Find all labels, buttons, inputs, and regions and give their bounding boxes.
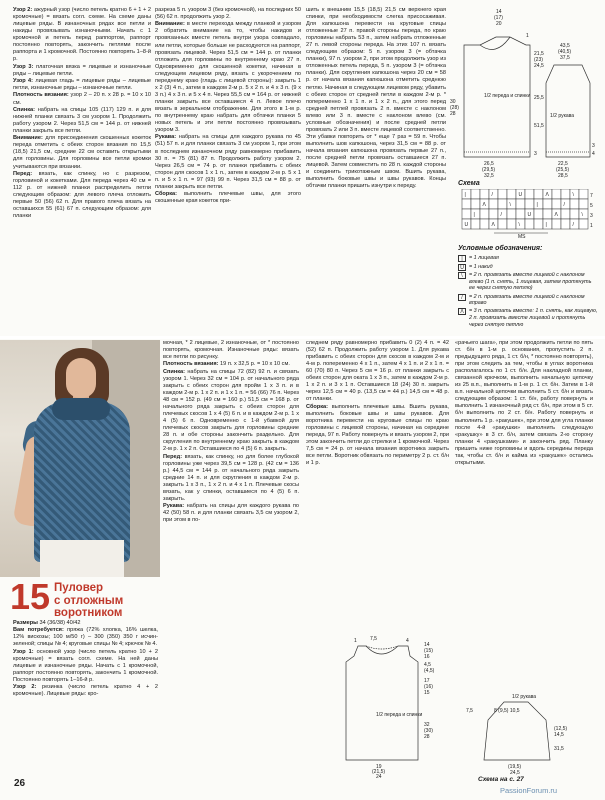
paragraph [13, 78, 151, 92]
pattern-diagram-bottom [306, 632, 601, 778]
site-watermark: PassionForum.ru [500, 786, 558, 795]
chart-cell [462, 209, 471, 219]
chart-cell [570, 219, 579, 229]
chart-cell [534, 209, 543, 219]
dim-4: 1 [526, 33, 529, 39]
bdim-17: 24 [376, 774, 382, 778]
chart-cell-symbol: / [572, 222, 574, 228]
chart-cell-symbol: Λ [545, 192, 549, 198]
paragraph [163, 340, 299, 361]
chart-cell-symbol: \ [581, 212, 583, 218]
dim-2: (17) [494, 15, 503, 21]
paragraph-text: лицевая гладь = лицевые ряды – лицевые петли, изнаночные ряды – изнаночные петли. [13, 78, 151, 92]
chart-cell [579, 189, 588, 199]
dim-16: 3 [534, 151, 537, 157]
chart-cell-symbol: U [464, 222, 469, 228]
dim-20: 43,5 [560, 43, 570, 49]
paragraph-text: набрать на спицы для каждого рукава по 42 (50) 58 п. и для планки связать 3,5 см узором 2, при этом в по- [163, 503, 299, 524]
chart-cell [498, 219, 507, 229]
paragraph [306, 404, 449, 467]
paragraph-text: набрать на спицы 105 (117) 129 п. и для нижней планки связать 3 см узором 1. Продолжить работу узором 2. Через 51,5 см = 144 р. от нижней планки закрыть все петли. [13, 106, 151, 134]
bdim-3: 14 [424, 642, 430, 648]
paragraph [13, 92, 151, 106]
chart-cell [471, 209, 480, 219]
paragraph-lead: Рукава: [163, 503, 185, 510]
paragraph-lead: Узор 2: [13, 7, 33, 13]
paragraph-text: в месте перехода между планкой и узором 2 обратить внимание на то, чтобы накидов и провязанных вместе петель внутри узора совпадало, или петли, которые больше не расходуются на раппорт, провязать лицевой. Через 51,5 см = 144 р. от планки отложить для горловины по внутреннему краю 27 п. Одновременно для скошенной кокетки, начиная в следующем лицевом ряду, вязать с укорочением по переднему краю (гладь с лицевой стороны): закрыть 1 х 2 (3) 4 п., затем в каждом 2-м р. 5 х 2 п. и 4 х 3 п. (9 х 3 п.) 4 х 3 п. и 5 х 4 п. Через 55,5 см = 164 р. от нижней планки закрыть все оставшиеся 4 п. Левое плечо вязать в зеркальном отображении. Для этого в 1-м р. по внутреннему краю набрать для обтачки планки 5 новых петель и эти петли постоянно провязывать узором 3. [155, 21, 301, 134]
paragraph-text: узор 2 – 20 п. х 28 р. = 10 х 10 см. [13, 92, 151, 106]
text-column-6 [455, 340, 593, 605]
paragraph-lead: Спинка: [13, 106, 36, 113]
legend-row [458, 264, 598, 271]
chart-cell [543, 219, 552, 229]
paragraph-text: платочная вязка = лицевые и изнаночные ряды – лицевые петли. [13, 63, 151, 77]
paragraph-text: резинка (число петель кратно 4 + 2 кромочные). Лицевые ряды: кро- [13, 684, 158, 698]
dim-19: (40,5) [558, 49, 572, 55]
legend-row [458, 308, 598, 328]
legend-text: = 2 п. провязать вместе лицевой с наклоном влево (1 п. снять, 1 лицевая, затем протянуть ее через снятую петлю) [469, 272, 592, 292]
chart-cell-symbol: | [545, 222, 547, 228]
article-title [10, 577, 160, 622]
paragraph-text: вязать, как спинку, но с разрезом, горловиной и кокетками. Для переда через 40 см = 112 р. от нижней планки распределить петли следующим образом: для левого плеча отложить первые 50 (56) 62 п. Для правого плеча вязать на оставшихся 55 (61) 67 п. следующим образом: для планки [13, 170, 151, 220]
paragraph [155, 134, 301, 190]
paragraph-lead: Вам потребуется: [13, 627, 64, 634]
neck-curve [480, 37, 510, 50]
paragraph-text: 34 (36/38) 40/42 [37, 620, 81, 626]
paragraph [13, 627, 158, 648]
dim-7: 24,5 [534, 63, 544, 69]
dim-6: (23) [534, 57, 543, 63]
chart-cell [480, 219, 489, 229]
legend-text: = 1 накид [469, 263, 493, 270]
dim-11: 28 [450, 111, 456, 117]
left-decrease-symbol-icon: \ [458, 272, 466, 279]
paragraph-text: разреза 5 п. узором 3 (без кромочной), на последних 50 (56) 62 п. продолжить узор 2. [155, 7, 301, 21]
dim-24: 3 [592, 143, 595, 149]
chart-cell [579, 219, 588, 229]
text-column-5 [306, 340, 449, 630]
chart-cell [579, 209, 588, 219]
paragraph [163, 369, 299, 454]
chart-cell-symbol: Λ [554, 212, 558, 218]
chart-cell [462, 189, 471, 199]
chart-cell [570, 199, 579, 209]
bdim-13: (30) [424, 728, 433, 734]
chart-cell [480, 209, 489, 219]
chart-cell [525, 189, 534, 199]
bdim-12: 32 [424, 722, 430, 728]
paragraph [155, 7, 301, 21]
dim-8: 25,5 [534, 95, 544, 101]
bdim-9: 17 [424, 678, 430, 684]
chart-cell [525, 219, 534, 229]
text-column-1 [13, 7, 151, 337]
bdim-18: 7,5 [466, 708, 473, 714]
chart-cell-symbol: | [536, 202, 538, 208]
chart-cell [561, 199, 570, 209]
bdim-2: 7,5 [370, 636, 377, 642]
bottom-sleeve-label: 1/2 рукава [512, 694, 537, 700]
paragraph-text: набрать на спицы для каждого рукава по 45 (51) 57 п. и для планки связать 3 см узором 1, при этом в последнем изнаночном ряду равномерно прибавить 30 п. = 75 (81) 87 п. Продолжить работу узором 2. Через 26,5 см = 74 р. от планки прибавить с обеих сторон для скосов 1 х 1 п., затем в каждом 2-м р. 5 х 1 п. и 5 х 1 п. = 97 (93) 99 п. Через 31,5 см = 88 р. от планки закрыть все петли. [155, 134, 301, 190]
text-column-4 [163, 340, 299, 778]
paragraph-text: шить к внешним 15,5 (18,5) 21,5 см верхнего края спинки, при необходимости слегка присосаживая. Для капюшона перевести на круговые спицы отложенные 27 п. правой стороны переда, по краю горловины набрать 53 п., затем набрать отложенные 27 п. левой стороны переда. На этих 107 п. вязать следующим образом: 5 п. узором 3 (= обтачка планки), 97 п. узором 2, при этом продолжить узор из отложенных петель переда, 5 п. узором 3 (= обтачка планки). Для скругления капюшона через 20 см = 58 р. от начала вязания капюшона отметить среднюю петлю. Начиная в следующем лицевом ряду, убавить с обеих сторон от средней петли в каждом 2-м р. * попеременно 1 х 1 п. и 1 х 2 п., для этого перед средней петлей провязать 2 п. вместе с наклоном влево или 3 п. вместе с наклоном влево (см. условные обозначения) и после средней петли провязать 2 или 3 п. вместе лицевой соответственно. Эти убавки повторить от * еще 7 раз = 59 п. Чтобы выполнить шов капюшона, через 31,5 см = 88 р. от начала вязания капюшона провязать первые 27 п., после средней петли провязать оставшиеся 27 п. лицевой. Затем совместить по 28 п. каждой стороны и соединить трикотажным швом. Вшить рукава, выполнить боковые швы и швы рукавов. Концы обтачки планки пришить изнутри к переду. [306, 7, 446, 190]
sleeve-outline [546, 65, 590, 157]
text-column-3 [306, 7, 446, 337]
chart-cell-symbol: Λ [482, 202, 486, 208]
chart-cell [480, 189, 489, 199]
knit-symbol-icon: | [458, 255, 466, 262]
chart-cell [498, 189, 507, 199]
paragraph-lead: Плотность вязания: [13, 92, 69, 99]
right-decrease-symbol-icon: / [458, 294, 466, 301]
bdim-10: (16) [424, 684, 433, 690]
chart-cell [570, 209, 579, 219]
pattern-diagram-top [450, 7, 600, 179]
bdim-20: (12,5) [554, 726, 568, 732]
bdim-5: 16 [424, 654, 430, 660]
paragraph-text: пряжа (72% хлопка, 16% шелка, 12% вискозы; 100 м/50 г) – 300 (350) 350 г исчин-зеленой; спицы № 4; круговые спицы № 4; крючок № 4. [13, 627, 158, 648]
paragraph [13, 7, 151, 63]
row-label-5: 5 [590, 203, 593, 209]
photo-skirt [40, 540, 124, 577]
dim-9: 30 [450, 99, 456, 105]
paragraph-text: ажурный узор (число петель кратно 6 + 1 + 2 кромочные) = вязать согл. схеме. На схеме даны лицевые ряды. В изнаночных рядах все петли и накиды провязывать изнаночными. Начать с 1 кромочной и петель перед раппортом, раппорт постоянно повторять, закончить петлями после раппорта и 1 кромочной. Постоянно повторять 1–8-й р. [13, 7, 151, 63]
paragraph-lead: Узор 1: [13, 648, 34, 655]
chart-cell-symbol: / [491, 192, 493, 198]
chart-cell-symbol: \ [518, 222, 520, 228]
chart-cell-symbol: | [473, 212, 475, 218]
paragraph-text: для присоединения скошенных кокеток переда отметить с обеих сторон вязания по 15,5 (18,5) 21,5 см, средние 22 см оставить открытыми для горловины. Для горловины все петли кромки учитываются при вязании. [13, 135, 151, 170]
chart-cell-symbol: / [500, 212, 502, 218]
chart-cell [543, 209, 552, 219]
chart-cell [462, 199, 471, 209]
chart-cell [498, 199, 507, 209]
dim-21: 22,5 [558, 161, 568, 167]
paragraph [155, 191, 301, 205]
paragraph-text: мочная, * 2 лицевые, 2 изнаночные, от * постоянно повторять, кромочная. Изнаночные ряды: вязать все петли по рисунку. [163, 340, 299, 361]
paragraph-lead: Сборка: [306, 403, 329, 410]
paragraph [13, 135, 151, 170]
bdim-7: 4,5 [424, 662, 431, 668]
chart-cell [507, 219, 516, 229]
legend-row [458, 272, 598, 292]
yarn-over-symbol-icon: U [458, 264, 466, 271]
dim-23: 28,5 [558, 173, 568, 179]
article-name [54, 582, 123, 620]
knitting-chart-grid [458, 189, 598, 241]
paragraph-text: основной узор (число петель кратно 10 + 2 кромочные) = вязать согл. схеме. На ней даны лицевые и изнаночные ряды. Начать с 1 кромочной, раппорт постоянно повторять, закончить 1 кромочной. Постоянно повторять 1–16-й р. [13, 648, 158, 683]
paragraph [306, 340, 449, 403]
bdim-15: 19 [376, 764, 382, 770]
chart-cell [552, 219, 561, 229]
legend-row [458, 255, 598, 262]
paragraph-lead: Узор 3: [13, 63, 34, 70]
chart-cell [534, 199, 543, 209]
bdim-8: (4,5) [424, 668, 435, 674]
chart-cell [534, 219, 543, 229]
paragraph-lead: Плотность вязания: [163, 361, 219, 368]
schema-title: Схема [458, 180, 480, 187]
chart-cell [507, 209, 516, 219]
paragraph-lead: Перед: [13, 170, 33, 177]
bdim-22: (19,5) [508, 764, 522, 770]
section-divider [0, 336, 605, 339]
chart-cell-symbol: U [518, 192, 523, 198]
bdim-19: 8 (9,5) 10,5 [494, 708, 520, 714]
photo-sweater [34, 402, 130, 562]
sleeve-label: 1/2 рукава [550, 113, 575, 119]
bdim-4: (15) [424, 648, 433, 654]
chart-cell [516, 219, 525, 229]
paragraph-lead: Спинка: [163, 368, 186, 375]
paragraph-text: выполнить плечевые швы. Вшить рукава, выполнить боковые швы и швы рукавов. Для воротника перевести на круговые спицы по краю горловины с лицевой стороны, начиная на середине переда, 97 п. Работу повернуть и вязать узором 2, при этом закончить петли до стрелки и 1 кромочной. Через 7,5 см = 24 р. от начала вязания воротника закрыть все петли. Воротник обвязать по периметру 2 р. ст. б/н и 1 р. [306, 403, 449, 467]
article-number: 15 [10, 576, 51, 617]
row-label-7: 7 [590, 193, 593, 199]
paragraph [306, 7, 446, 190]
paragraph-lead: Узор 2: [13, 684, 37, 691]
bdim-14: 28 [424, 734, 430, 740]
text-column-2 [155, 7, 301, 337]
paragraph-text: следнем ряду равномерно прибавить 0 (2) 4 п. = 42 (52) 62 п. Продолжить работу узором 1. Для рукава прибавить с обеих сторон для скосов в каждом 2-м и 4-м р. попеременно 4 х 1 п., затем 4 х 1 п. и 2 х 1 п. = 60 (70) 80 п. Через 5 см = 16 р. от планки закрыть с обеих сторон для оката 1 х 3 п., затем в каждом 2-м р. 1 х 2 п. и 3 х 1 п. Оставшиеся 18 (24) 30 п. закрыть через 12,5 см = 40 р. (13,5 см = 44 р.) 14,5 см = 48 р. от планки. [306, 340, 449, 403]
chart-cell [552, 199, 561, 209]
dim-1: 14 [496, 9, 502, 15]
chart-cell-symbol: U [527, 212, 532, 218]
dim-15: 32,5 [484, 173, 494, 179]
repeat-label: MS [518, 234, 526, 240]
legend-row [458, 294, 598, 307]
paragraph [13, 64, 151, 78]
bdim-16: (21,5) [372, 769, 386, 775]
bdim-23: 24,5 [510, 770, 520, 776]
chart-cell-symbol: / [563, 202, 565, 208]
paragraph-text: вязать, как спинку, но для более глубокой горловины уже через 39,5 см = 128 р. (42 см = 136 р.) 44,5 см = 144 р. от начального ряда закрыть средние 14 п. и для скругления в каждом 2-м р. закрыть 1 х 3 п., 1 х 2 п. и 4 х 1 п. Плечевые скосы вязать, как у спинки, оставшиеся по 4 (5) 6 п. закрыть. [163, 453, 299, 502]
paragraph [13, 107, 151, 135]
page-number: 26 [14, 778, 26, 789]
chart-cell [471, 199, 480, 209]
chart-cell [525, 199, 534, 209]
chart-cell [543, 199, 552, 209]
row-label-1: 1 [590, 223, 593, 229]
chart-cell [561, 209, 570, 219]
chart-cell [579, 199, 588, 209]
chart-cell [489, 199, 498, 209]
chart-cell-symbol: \ [572, 192, 574, 198]
dim-18: 37,5 [560, 55, 570, 61]
paragraph-text: набрать на спицы 72 (82) 92 п. и связать узором 1. Через 32 см = 104 р. от начального ряда закрыть с обеих сторон для пройм 1 х 3 п. и в каждом 2-м р. 1 х 2 п. и 1 х 1 п. = 56 (66) 76 п. Через 48 см = 152 р. (49 см = 160 р.) 51,5 см = 168 р. от начального ряда закрыть с обеих сторон для плечевых скосов 1 х 4 (5) 6 п. и в каждом 2-м р. 1 х 4 (5) 6 п. Одновременно с 1-й убавкой для плечевых скосов закрыть для горловины средние 28 п. и обе стороны закончить раздельно. Для скругления по внутреннему краю закрыть в каждом 2-м р. 1 х 2 п. Оставшиеся по 4 (5) 6 п. закрыть. [163, 368, 299, 453]
chart-cell [534, 189, 543, 199]
paragraph [13, 649, 158, 684]
row-label-3: 3 [590, 213, 593, 219]
bottom-back-neck [366, 646, 398, 649]
bdim-1: 1 [354, 638, 357, 644]
chart-cell [516, 209, 525, 219]
paragraph-lead: Узор 4: [13, 78, 34, 85]
chart-cell-symbol: | [464, 192, 466, 198]
chart-cell [561, 189, 570, 199]
paragraph [455, 340, 593, 467]
chart-cell [489, 209, 498, 219]
chart-cell [489, 189, 498, 199]
dim-17: 4 [592, 151, 595, 157]
chart-cell [516, 199, 525, 209]
chart-cell [552, 189, 561, 199]
paragraph-lead: Внимание: [155, 21, 185, 28]
bottom-front-outline [346, 646, 418, 760]
dim-10: (28) [450, 105, 459, 111]
dim-5: 21,5 [534, 51, 544, 57]
text-column-bottom-left [13, 620, 158, 780]
dim-14: (29,5) [482, 167, 496, 173]
bottom-front-label: 1/2 переда и спинки [376, 712, 423, 718]
dim-13: 26,5 [484, 161, 494, 167]
chart-cell-symbol: \ [509, 202, 511, 208]
bdim-11: 15 [424, 690, 430, 696]
paragraph-lead: Сборка: [155, 191, 178, 198]
paragraph [13, 684, 158, 698]
paragraph [155, 21, 301, 134]
dim-3: 20 [496, 21, 502, 27]
chart-cell [507, 189, 516, 199]
paragraph [13, 171, 151, 220]
title-line-2: с отложным [54, 594, 124, 607]
bdim-6: 4 [406, 638, 409, 644]
paragraph [13, 620, 158, 627]
paragraph-lead: Внимание: [13, 135, 43, 142]
legend-text: = 2 п. провязать вместе лицевой с наклоном вправо [469, 293, 585, 307]
title-line-3: воротником [54, 607, 123, 619]
bdim-24: 31,5 [554, 746, 564, 752]
chart-cell [471, 189, 480, 199]
paragraph-text: «рачьего шага», при этом продолжить петли по пять ст. б/н в 1-м р. основания, пропустить 2 п. предыдущего ряда, 1 ст. б/н, * постоянно повторять), при этом следить за тем, чтобы в углах воротника располагалось по 1 ст. б/н. Для накладной планки, связанной крючком, выполнить начальную цепочку из 25 в.п., выполнить в 1-м р. 1 ст. б/н. Затем в 1-й в.п. начальной цепочки выполнить 5 ст. б/н и вязать следующим образом: 1 ст. б/н, работу повернуть и выполнить 1 изнаночный ряд ст. б/н, при этом в 5 ст. б/н выполнить по 2 ст. б/н. Работу повернуть и выполнить 1 р. «ракушек», при этом для угла планки после 4-й «ракушки» выполнить следующую «ракушку» в 3 ст. б/н, затем связать 2-ю сторону планки 4 «ракушками» и закончить ряд. Планку пришить ниже горловины и вдоль середины переда так, чтобы ст. б/н и кайма из «ракушек» остались открытыми. [455, 340, 593, 466]
bdim-21: 14,5 [554, 732, 564, 738]
paragraph-lead: Рукава: [155, 134, 177, 141]
paragraph-lead: Размеры [13, 620, 38, 626]
front-label: 1/2 переда и спинки [484, 93, 531, 99]
paragraph-text: выполнить плечевые швы, для этого скошенные края кокеток при- [155, 191, 301, 205]
chart-cell [471, 219, 480, 229]
legend-text: = 1 лицевая [469, 255, 499, 261]
chart-cell [561, 219, 570, 229]
legend-text: = 3 п. провязать вместе: 1 п. снять, как лицевую, 2 п. провязать вместе лицевой и протянуть через снятую петлю [469, 308, 598, 328]
chart-cell [507, 199, 516, 209]
paragraph [163, 361, 299, 368]
chart-cell-symbol: Λ [491, 222, 495, 228]
paragraph [163, 454, 299, 503]
legend [458, 255, 598, 330]
chart-cell [570, 189, 579, 199]
dim-22: (25,5) [556, 167, 570, 173]
legend-title: Условные обозначения: [458, 245, 543, 252]
schema-reference: Схема на с. 27 [478, 776, 524, 783]
paragraph [163, 503, 299, 524]
model-photo [0, 340, 160, 577]
photo-collar [52, 398, 110, 420]
paragraph-text: 19 п. х 32,5 р. = 10 х 10 см. [218, 361, 290, 368]
double-decrease-symbol-icon: Λ [458, 308, 466, 315]
photo-face [66, 358, 96, 398]
chart-cell [498, 209, 507, 219]
title-line-1: Пуловер [54, 582, 104, 594]
dim-12: 51,5 [534, 123, 544, 129]
paragraph-lead: Перед: [163, 453, 183, 460]
